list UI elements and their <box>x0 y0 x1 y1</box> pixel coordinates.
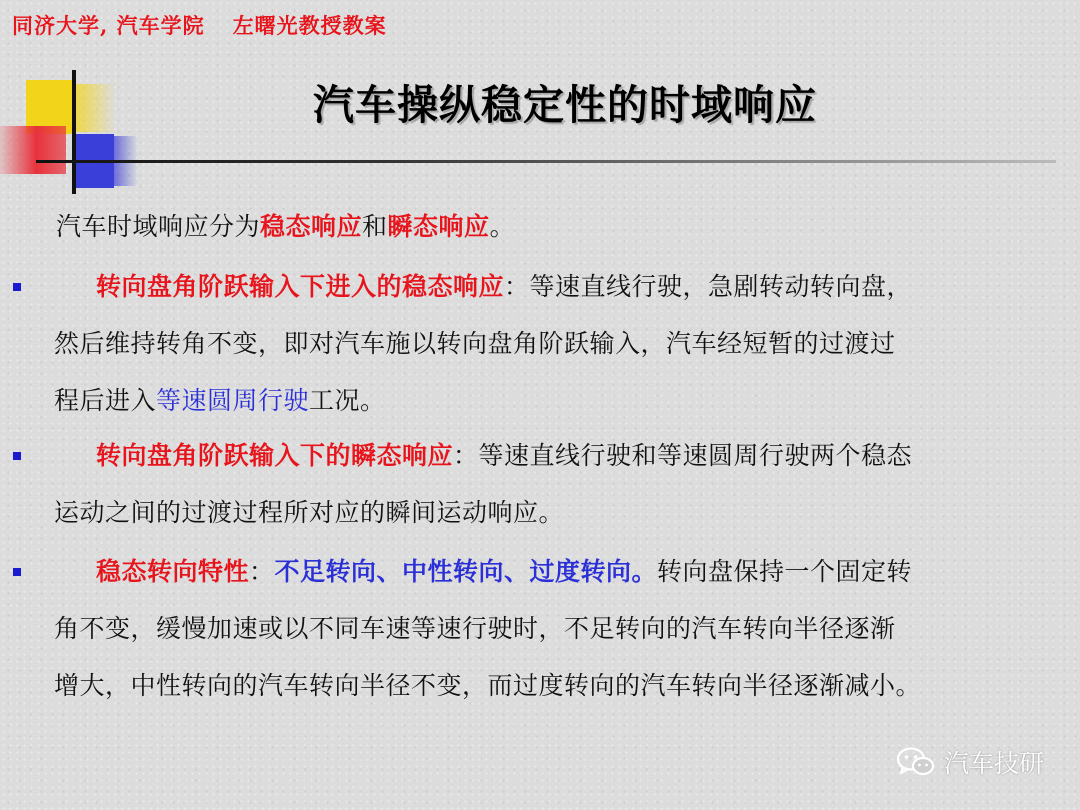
intro-text: 。 <box>489 212 516 241</box>
decor-red-bar <box>0 126 66 174</box>
bullet-label: 转向盘角阶跃输入下进入的稳态响应 <box>96 272 505 301</box>
intro-sentence <box>56 198 515 255</box>
bullet-text-line: 等速直线行驶和等速圆周行驶两个稳态 <box>478 441 913 470</box>
bullet-text-line: 然后维持转角不变，即对汽车施以转向盘角阶跃输入，汽车经短暂的过渡过 <box>54 329 896 358</box>
bullet-text-line: 等速直线行驶，急剧转动转向盘， <box>529 272 913 301</box>
intro-term-transient: 瞬态响应 <box>387 212 490 241</box>
colon: ： <box>504 272 530 301</box>
header-author: 左曙光教授教案 <box>232 13 387 38</box>
colon: ： <box>453 441 479 470</box>
wechat-icon <box>896 746 936 778</box>
bullet-text-line: 运动之间的过渡过程所对应的瞬间运动响应。 <box>54 498 565 527</box>
colon: ： <box>249 557 275 586</box>
bullet-text-line: 角不变，缓慢加速或以不同车速等速行驶时，不足转向的汽车转向半径逐渐 <box>54 614 896 643</box>
bullet-square-icon <box>13 452 21 460</box>
watermark <box>896 744 1044 780</box>
bullet-label: 转向盘角阶跃输入下的瞬态响应 <box>96 441 454 470</box>
bullet-label: 稳态转向特性 <box>96 557 250 586</box>
page-title: 汽车操纵稳定性的时域响应 <box>313 81 817 129</box>
bullet-square-icon <box>13 283 21 291</box>
bullet-text-line: 转向盘保持一个固定转 <box>657 557 913 586</box>
bullet-text-line: 增大，中性转向的汽车转向半径不变，而过度转向的汽车转向半径逐渐减小。 <box>54 671 922 700</box>
intro-term-steady: 稳态响应 <box>260 212 363 241</box>
header-institution: 同济大学, 汽车学院 <box>12 13 205 38</box>
intro-text: 汽车时域响应分为 <box>56 212 261 241</box>
bullet-text-line: 工况。 <box>309 386 386 415</box>
bullet-term-circular: 等速圆周行驶 <box>156 386 310 415</box>
bullet-term-types: 不足转向、中性转向、过度转向。 <box>274 557 658 586</box>
bullet-square-icon <box>13 568 21 576</box>
intro-text: 和 <box>362 212 388 241</box>
header-credit <box>12 10 387 40</box>
bullet-text-line: 程后进入 <box>54 386 157 415</box>
watermark-text: 汽车技研 <box>943 749 1044 778</box>
title-underline <box>36 160 1056 163</box>
